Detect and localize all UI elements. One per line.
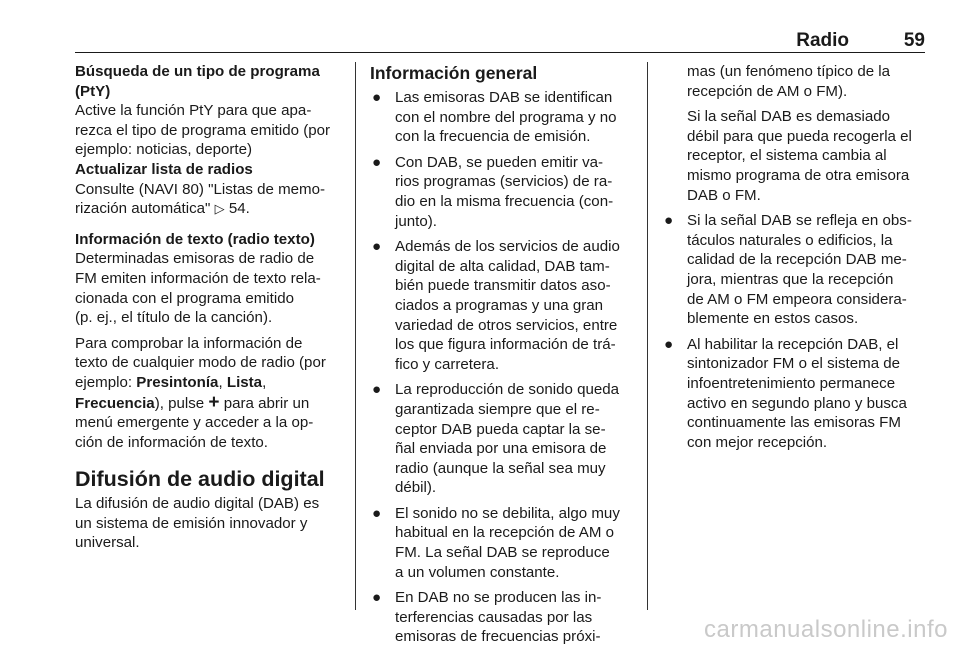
list-item-line: continuamente las emisoras FM [687, 414, 901, 432]
list-item-line: con el nombre del programa y no [395, 108, 617, 126]
text-info-line: ción de información de texto. [75, 433, 268, 451]
list-item-line: junto). [395, 212, 437, 230]
list-item-line: radio (aunque la señal sea muy [395, 459, 606, 477]
bullet-icon: ● [664, 335, 674, 353]
text-info-line [75, 393, 347, 414]
text-span: para abrir un [219, 394, 310, 412]
text-span: ), pulse [154, 394, 209, 412]
general-info-heading: Información general [370, 63, 538, 83]
pty-body-line: Active la función PtY para que apa- [75, 102, 312, 120]
text-info-line: FM emiten información de texto rela- [75, 269, 321, 287]
bullet-icon: ● [372, 589, 382, 607]
column-divider-1 [355, 62, 356, 610]
list-item-line: recepción de AM o FM). [687, 82, 848, 100]
update-list-section [75, 160, 347, 220]
text-info-line: Para comprobar la información de [75, 334, 303, 352]
list-item-line: Si la señal DAB se refleja en obs- [687, 212, 912, 230]
list-item [662, 211, 925, 329]
update-body-text: rización automática" [75, 200, 211, 218]
list-item-line: táculos naturales o edificios, la [687, 231, 893, 249]
column-1 [75, 62, 347, 553]
list-item-line: variedad de otros servicios, entre [395, 316, 618, 334]
list-item-line: dio en la misma frecuencia (con- [395, 192, 614, 210]
bullet-icon: ● [664, 212, 674, 230]
list-item-line: a un volumen constante. [395, 563, 560, 581]
column-3 [662, 62, 925, 452]
column-2 [370, 62, 632, 647]
bullet-icon: ● [372, 238, 382, 256]
pty-heading-line: (PtY) [75, 82, 111, 100]
text-info-line: menú emergente y acceder a la op- [75, 414, 314, 432]
dab-body-line: un sistema de emisión innovador y [75, 514, 308, 532]
list-item-line: infoentretenimiento permanece [687, 374, 896, 392]
list-item-line: Con DAB, se pueden emitir va- [395, 153, 604, 171]
list-item-line: de AM o FM empeora considera- [687, 290, 907, 308]
text-span: , [218, 373, 227, 391]
text-info-line: texto de cualquier modo de radio (por [75, 354, 326, 372]
plus-icon: + [208, 391, 220, 413]
page-ref-icon: ▷ [214, 202, 225, 218]
list-item-line: blemente en estos casos. [687, 310, 859, 328]
text-info-line: (p. ej., el título de la canción). [75, 309, 273, 327]
list-item-line: digital de alta calidad, DAB tam- [395, 257, 610, 275]
column-divider-2 [647, 62, 648, 610]
dab-heading: Difusión de audio digital [75, 467, 325, 492]
list-item-line: activo en segundo plano y busca [687, 394, 907, 412]
pty-section [75, 62, 347, 160]
dab-body-line: La difusión de audio digital (DAB) es [75, 495, 320, 513]
dab-body-line: universal. [75, 534, 140, 552]
list-item-line: Al habilitar la recepción DAB, el [687, 335, 899, 353]
lista-label: Lista [226, 373, 263, 391]
list-item [370, 153, 632, 231]
text-info-line [75, 373, 347, 393]
text-span: , [262, 373, 267, 391]
list-item [370, 237, 632, 374]
list-item-line: con la frecuencia de emisión. [395, 128, 591, 146]
bullet-icon: ● [372, 504, 382, 522]
list-item-continued [662, 62, 925, 205]
text-info-heading: Información de texto (radio texto) [75, 230, 315, 248]
bullet-icon: ● [372, 89, 382, 106]
list-item-line: fico y carretera. [395, 355, 500, 373]
update-heading: Actualizar lista de radios [75, 160, 253, 178]
page-number: 59 [903, 30, 925, 51]
bullet-icon: ● [372, 153, 382, 171]
general-info-list [370, 88, 632, 647]
presintonia-label: Presintonía [136, 373, 219, 391]
list-item-line: ceptor DAB pueda captar la se- [395, 420, 606, 438]
list-item-line: débil). [395, 479, 437, 497]
list-item-line: rios programas (servicios) de ra- [395, 173, 613, 191]
list-item-line: receptor, el sistema cambia al [687, 147, 887, 165]
list-item-line: El sonido no se debilita, algo muy [395, 504, 620, 522]
section-title: Radio [796, 30, 849, 51]
update-body-line: Consulte (NAVI 80) "Listas de memo- [75, 180, 326, 198]
list-item-line: mas (un fenómeno típico de la [687, 63, 891, 80]
list-item-line: habitual en la recepción de AM o [395, 524, 615, 542]
list-item-line: DAB o FM. [687, 186, 761, 204]
pty-heading-line: Búsqueda de un tipo de programa [75, 63, 320, 80]
list-item [370, 380, 632, 498]
page-ref-link[interactable]: 54. [228, 200, 250, 218]
watermark: carmanualsonline.info [704, 616, 948, 643]
dab-list [662, 205, 925, 452]
list-item-line: bién puede transmitir datos aso- [395, 277, 611, 295]
list-item-line: La reproducción de sonido queda [395, 381, 620, 399]
list-item-line: terferencias causadas por las [395, 608, 593, 626]
text-info-section [75, 230, 347, 453]
dab-section [75, 466, 347, 553]
list-item-line: garantizada siempre que el re- [395, 400, 600, 418]
list-item-line: Además de los servicios de audio [395, 238, 620, 256]
list-item-line: En DAB no se producen las in- [395, 589, 602, 607]
list-item-line: jora, mientras que la recepción [687, 270, 894, 288]
bullet-icon: ● [372, 381, 382, 399]
frecuencia-label: Frecuencia [75, 394, 155, 412]
text-span: ejemplo: [75, 373, 137, 391]
list-item-line: calidad de la recepción DAB me- [687, 251, 907, 269]
pty-body-line: ejemplo: noticias, deporte) [75, 141, 253, 159]
list-item-line: Las emisoras DAB se identifican [395, 89, 613, 106]
list-item-line: FM. La señal DAB se reproduce [395, 544, 610, 562]
list-item-line: sintonizador FM o el sistema de [687, 355, 901, 373]
list-item [370, 504, 632, 582]
list-item-line: los que figura información de trá- [395, 336, 616, 354]
header-divider [75, 52, 925, 53]
text-info-line: cionada con el programa emitido [75, 289, 294, 307]
pty-body-line: rezca el tipo de programa emitido (por [75, 121, 331, 139]
list-item [370, 88, 632, 147]
text-info-line: Determinadas emisoras de radio de [75, 250, 315, 268]
page-header [75, 30, 925, 50]
list-item [662, 335, 925, 453]
list-item [370, 588, 632, 647]
list-item-line: débil para que pueda recogerla el [687, 127, 912, 145]
update-body-line [75, 199, 347, 220]
list-item-line: emisoras de frecuencias próxi- [395, 628, 601, 646]
list-item-line: mismo programa de otra emisora [687, 166, 910, 184]
list-item-line: ciados a programas y una gran [395, 296, 604, 314]
list-item-line: ñal enviada por una emisora de [395, 440, 607, 458]
list-item-line: Si la señal DAB es demasiado [687, 108, 891, 126]
list-item-line: con mejor recepción. [687, 433, 828, 451]
